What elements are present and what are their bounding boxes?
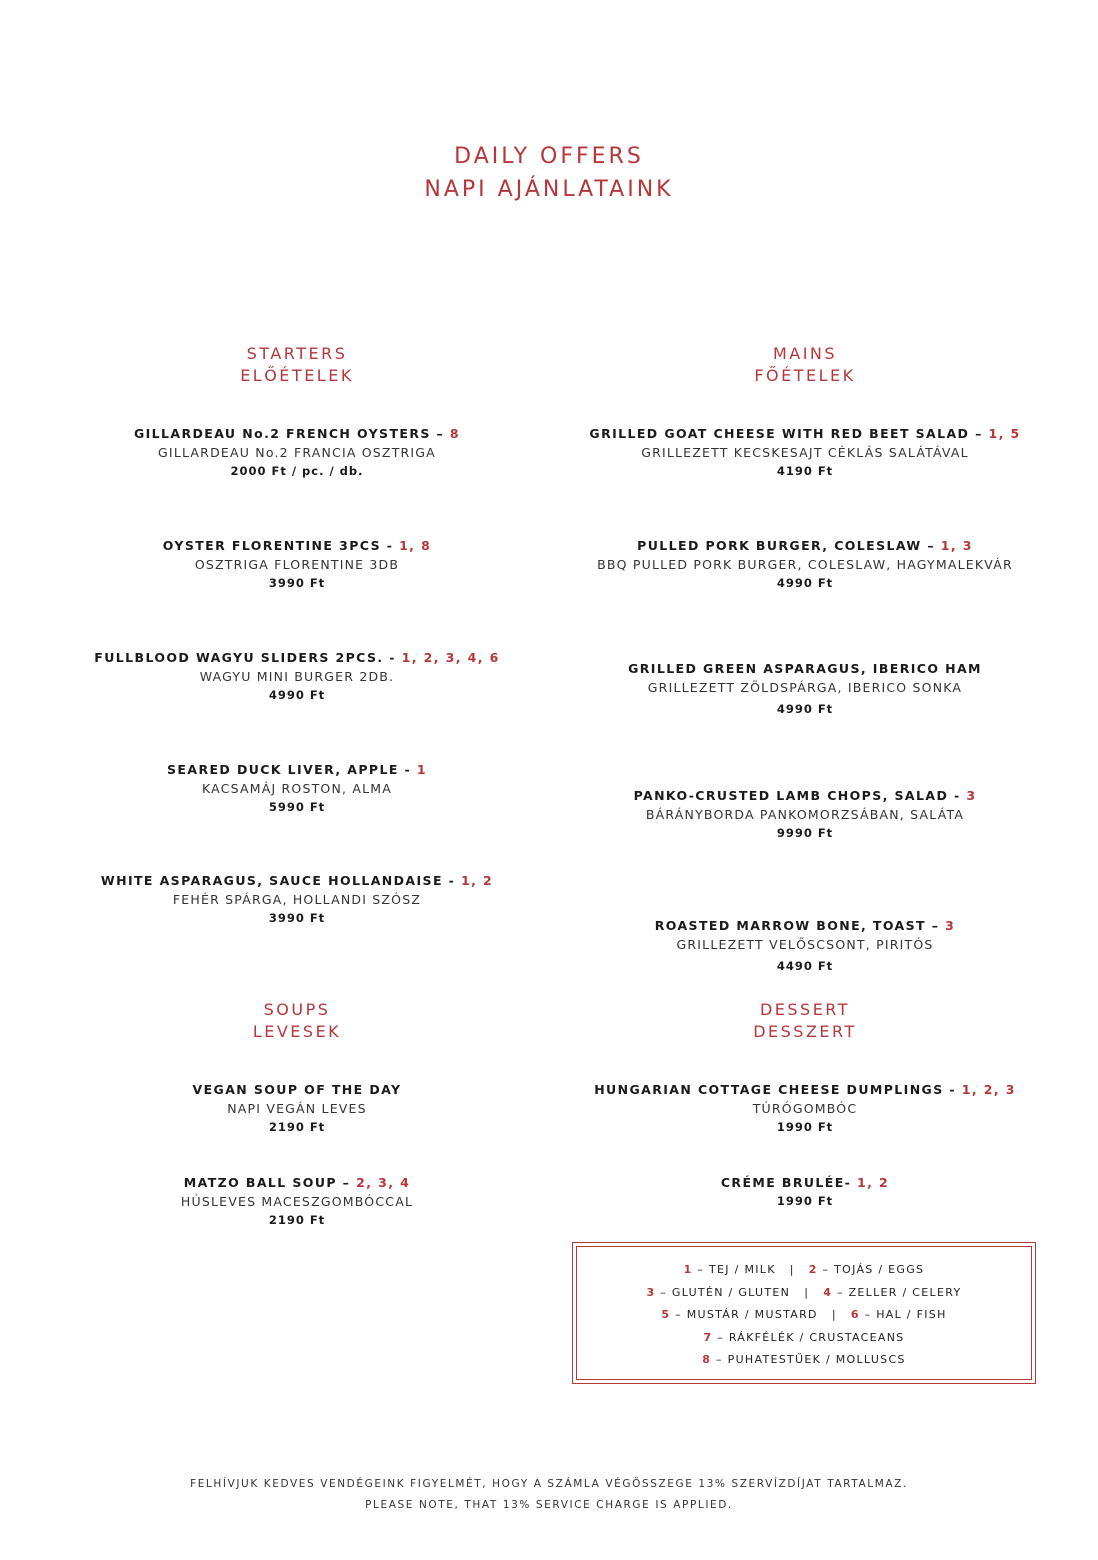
service-charge-note <box>0 1474 1098 1516</box>
dish-price: 4990 Ft <box>776 702 834 716</box>
legend-row: 1 – TEJ / MILK | 2 – TOJÁS / EGGS <box>577 1259 1031 1282</box>
dish-name-hu: WAGYU MINI BURGER 2DB. <box>199 669 395 684</box>
dish-name: PULLED PORK BURGER, COLESLAW – <box>637 538 941 553</box>
dish-name: MATZO BALL SOUP – <box>183 1175 357 1190</box>
dish-price: 1990 Ft <box>776 1194 834 1208</box>
allergen-codes: 3 <box>945 918 956 933</box>
dish-name: WHITE ASPARAGUS, SAUCE HOLLANDAISE - <box>100 873 461 888</box>
dish-name: FULLBLOOD WAGYU SLIDERS 2PCS. - <box>94 650 402 665</box>
dish-price: 1990 Ft <box>776 1120 834 1134</box>
allergen-codes: 8 <box>449 426 461 441</box>
menu-item-main <box>535 537 1075 593</box>
menu-item-soup <box>27 1081 567 1137</box>
allergen-codes: 1, 5 <box>988 426 1021 441</box>
dish-name-hu: BÁRÁNYBORDA PANKOMORZSÁBAN, SALÁTA <box>645 807 965 822</box>
menu-item-starter <box>27 425 567 481</box>
dish-name: HUNGARIAN COTTAGE CHEESE DUMPLINGS - <box>594 1082 962 1097</box>
dish-price: 9990 Ft <box>776 826 834 840</box>
page-title <box>0 140 1098 206</box>
dish-name-hu: OSZTRIGA FLORENTINE 3DB <box>194 557 400 572</box>
section-header-dessert: DESSERT DESSZERT <box>753 1000 857 1041</box>
dish-name: PANKO-CRUSTED LAMB CHOPS, SALAD - <box>633 788 967 803</box>
menu-item-starter <box>27 537 567 593</box>
dish-price: 2190 Ft <box>268 1120 326 1134</box>
dish-name: CRÉME BRULÉE- <box>720 1175 858 1190</box>
section-header-mains: MAINS FŐÉTELEK <box>754 344 856 385</box>
dish-price: 2190 Ft <box>268 1213 326 1227</box>
dish-name: GRILLED GOAT CHEESE WITH RED BEET SALAD – <box>589 426 989 441</box>
title-english: DAILY OFFERS <box>454 144 644 169</box>
dish-name: VEGAN SOUP OF THE DAY <box>192 1082 402 1097</box>
legend-row: 7 – RÁKFÉLÉK / CRUSTACEANS <box>703 1330 905 1344</box>
allergen-legend-inner <box>576 1246 1032 1380</box>
menu-item-dessert <box>535 1081 1075 1137</box>
dish-name-hu: HÚSLEVES MACESZGOMBÓCCAL <box>180 1194 414 1209</box>
allergen-codes: 1, 2 <box>857 1175 890 1190</box>
allergen-legend <box>572 1242 1036 1384</box>
legend-row: 5 – MUSTÁR / MUSTARD | 6 – HAL / FISH <box>577 1304 1031 1327</box>
dish-name-hu: NAPI VEGÁN LEVES <box>227 1101 367 1116</box>
dish-name-hu: GRILLEZETT KECSKESAJT CÉKLÁS SALÁTÁVAL <box>641 445 969 460</box>
dish-name-hu: GRILLEZETT ZÖLDSPÁRGA, IBERICO SONKA <box>647 680 963 695</box>
allergen-codes: 2, 3, 4 <box>356 1175 411 1190</box>
dish-name: ROASTED MARROW BONE, TOAST – <box>654 918 946 933</box>
dish-price: 3990 Ft <box>268 576 326 590</box>
dish-price: 5990 Ft <box>268 800 326 814</box>
allergen-codes: 1 <box>416 762 427 777</box>
dish-price: 4490 Ft <box>776 959 834 973</box>
menu-item-starter <box>27 761 567 817</box>
allergen-codes: 3 <box>966 788 977 803</box>
legend-separator: | <box>831 1308 837 1321</box>
menu-item-main <box>535 660 1075 719</box>
allergen-codes: 1, 2, 3 <box>961 1082 1016 1097</box>
dish-name-hu: TÚRÓGOMBÓC <box>752 1101 858 1116</box>
menu-item-dessert <box>535 1174 1075 1211</box>
service-charge-note-hu: FELHÍVJUK KEDVES VENDÉGEINK FIGYELMÉT, HOGY A SZÁMLA VÉGÖSSZEGE 13% SZERVÍZDÍJAT TARTALMAZ. <box>190 1478 908 1490</box>
dish-price: 3990 Ft <box>268 911 326 925</box>
dish-name-hu: FEHÉR SPÁRGA, HOLLANDI SZÓSZ <box>172 892 422 907</box>
dish-name: GRILLED GREEN ASPARAGUS, IBERICO HAM <box>628 661 982 676</box>
menu-item-starter <box>27 649 567 705</box>
legend-separator: | <box>789 1263 795 1276</box>
legend-row: 3 – GLUTÉN / GLUTEN | 4 – ZELLER / CELERY <box>577 1282 1031 1305</box>
dish-name-hu: GILLARDEAU No.2 FRANCIA OSZTRIGA <box>158 445 436 460</box>
service-charge-note-en: PLEASE NOTE, THAT 13% SERVICE CHARGE IS APPLIED. <box>365 1499 733 1511</box>
allergen-codes: 1, 2 <box>460 873 494 888</box>
section-header-starters: STARTERS ELŐÉTELEK <box>240 344 354 385</box>
section-header-soups: SOUPS LEVESEK <box>252 1000 342 1041</box>
dish-price: 4190 Ft <box>776 464 834 478</box>
dish-name-hu: BBQ PULLED PORK BURGER, COLESLAW, HAGYMALEKVÁR <box>597 557 1013 572</box>
menu-item-soup <box>27 1174 567 1230</box>
menu-item-starter <box>27 872 567 928</box>
title-hungarian: NAPI AJÁNLATAINK <box>424 177 674 202</box>
dish-price: 4990 Ft <box>776 576 834 590</box>
legend-row: 8 – PUHATESTŰEK / MOLLUSCS <box>702 1353 906 1366</box>
menu-item-main <box>535 917 1075 976</box>
dish-price: 2000 Ft / pc. / db. <box>230 464 364 478</box>
dish-name: OYSTER FLORENTINE 3PCS - <box>162 538 400 553</box>
dish-name: GILLARDEAU No.2 FRENCH OYSTERS – <box>133 426 450 441</box>
allergen-codes: 1, 2, 3, 4, 6 <box>401 650 500 665</box>
allergen-codes: 1, 3 <box>940 538 973 553</box>
dish-name-hu: GRILLEZETT VELŐSCSONT, PIRITÓS <box>676 937 934 952</box>
allergen-codes: 1, 8 <box>399 538 432 553</box>
dish-name-hu: KACSAMÁJ ROSTON, ALMA <box>201 781 393 796</box>
menu-item-main <box>535 787 1075 843</box>
legend-separator: | <box>804 1285 810 1299</box>
dish-name: SEARED DUCK LIVER, APPLE - <box>167 762 417 777</box>
dish-price: 4990 Ft <box>268 688 326 702</box>
menu-item-main <box>535 425 1075 481</box>
